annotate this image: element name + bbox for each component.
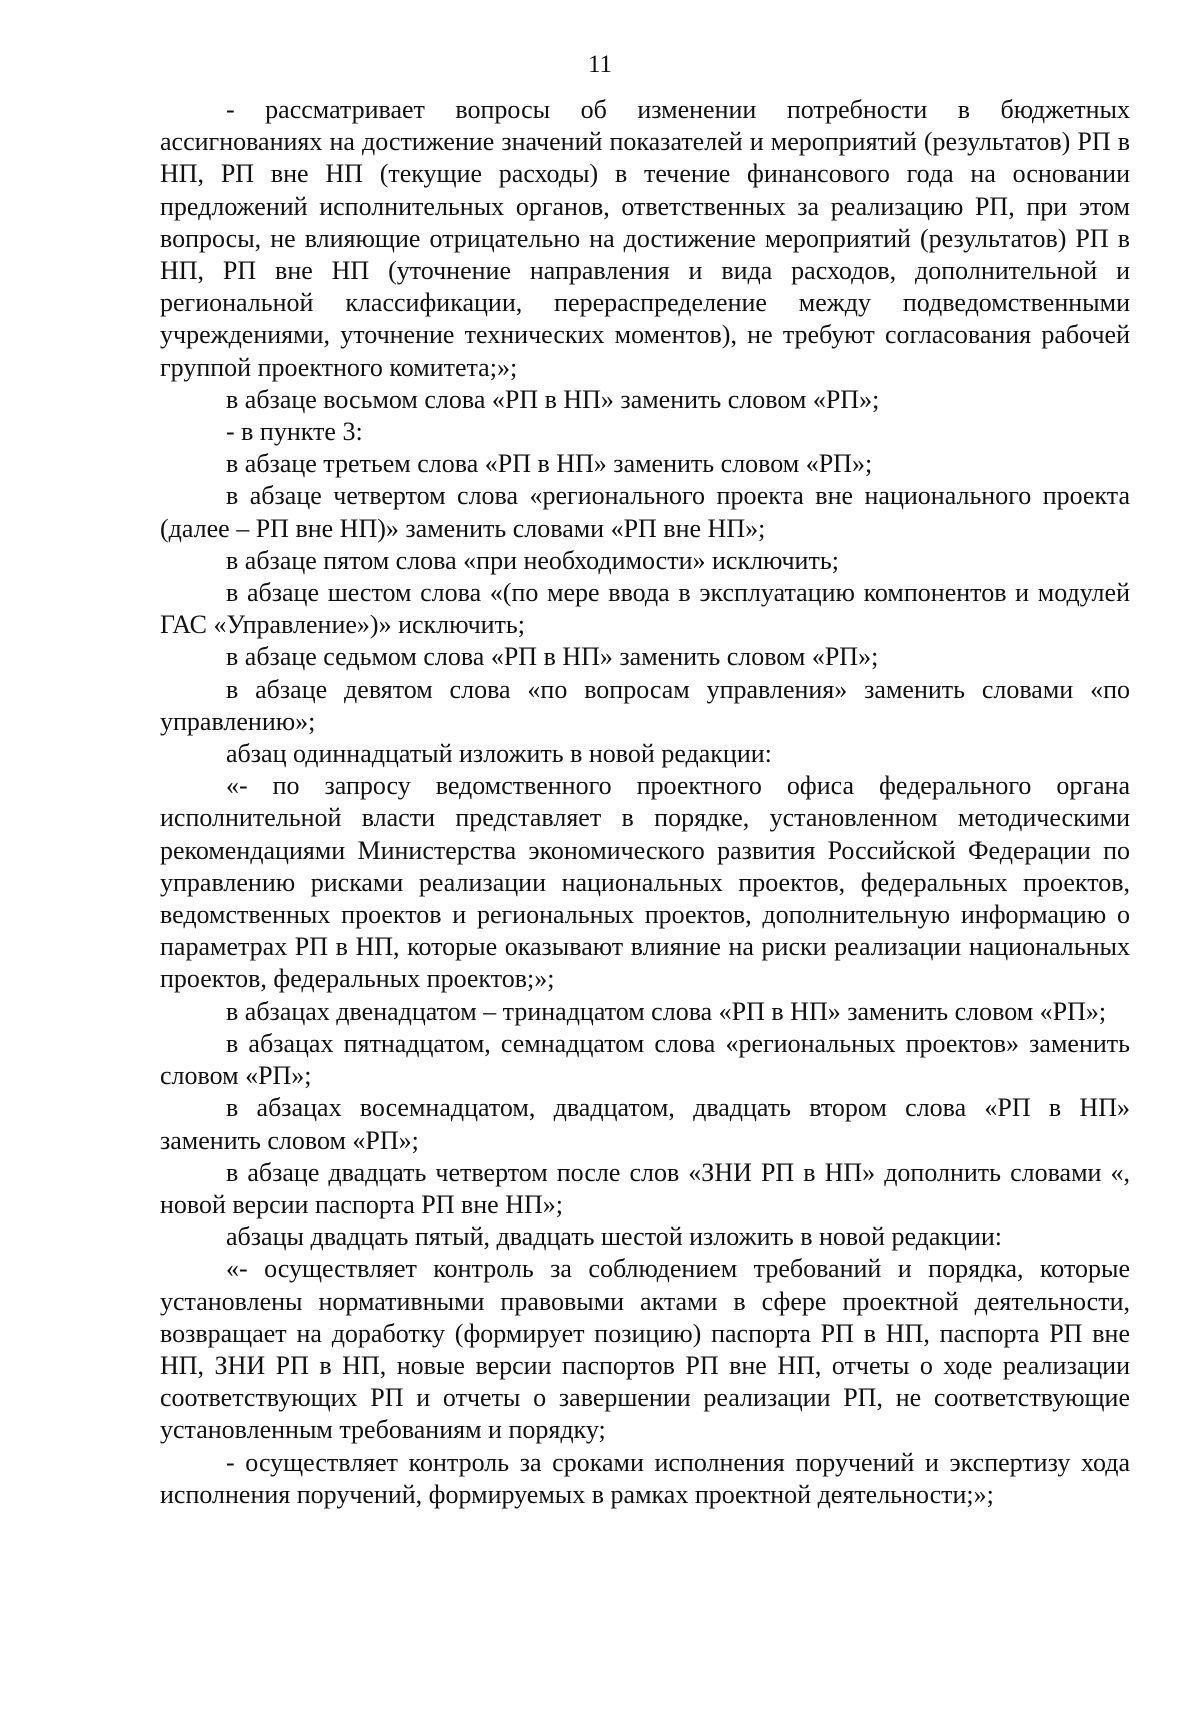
paragraph: «- по запросу ведомственного проектного офиса федерального органа исполнительной власти представляет в порядке, установленном методическими рекомендациями Министерства экономического развития Российской Федерации по управлению рисками реализации национальных проектов, федеральных проектов, ведомственных проектов и региональных проектов, дополнительную информацию о параметрах РП в НП, которые оказывают влияние на риски реализации национальных проектов, федеральных проектов;»; — [160, 771, 1130, 994]
paragraph: - осуществляет контроль за сроками исполнения поручений и экспертизу хода исполнения поручений, формируемых в рамках проектной деятельности;»; — [160, 1447, 1130, 1509]
paragraph: в абзаце третьем слова «РП в НП» заменить словом «РП»; — [226, 449, 873, 479]
document-body — [160, 94, 1130, 1511]
paragraph: в абзаце седьмом слова «РП в НП» заменить словом «РП»; — [226, 642, 879, 672]
paragraph: - рассматривает вопросы об изменении потребности в бюджетных ассигнованиях на достижение значений показателей и мероприятий (результатов) РП в НП, РП вне НП (текущие расходы) в течение финансового года на основании предложений исполнительных органов, ответственных за реализацию РП, при этом вопросы, не влияющие отрицательно на достижение мероприятий (результатов) РП в НП, РП вне НП (уточнение направления и вида расходов, дополнительной и региональной классификации, перераспределение между подведомственными учреждениями, уточнение технических моментов), не требуют согласования рабочей группой проектного комитета;»; — [160, 95, 1130, 382]
paragraph: в абзаце четвертом слова «регионального проекта вне национального проекта (далее – РП вне НП)» заменить словами «РП вне НП»; — [160, 481, 1130, 543]
paragraph: «- осуществляет контроль за соблюдением требований и порядка, которые установлены нормативными правовыми актами в сфере проектной деятельности, возвращает на доработку (формирует позицию) паспорта РП в НП, паспорта РП вне НП, ЗНИ РП в НП, новые версии паспортов РП вне НП, отчеты о ходе реализации соответствующих РП и отчеты о завершении реализации РП, не соответствующие установленным требованиям и порядку; — [160, 1254, 1130, 1445]
paragraph: абзацы двадцать пятый, двадцать шестой изложить в новой редакции: — [226, 1222, 1003, 1252]
paragraph: в абзаце двадцать четвертом после слов «ЗНИ РП в НП» дополнить словами «, новой версии паспорта РП вне НП»; — [160, 1157, 1130, 1219]
paragraph: в абзаце пятом слова «при необходимости» исключить; — [226, 545, 839, 575]
paragraph: в абзаце шестом слова «(по мере ввода в эксплуатацию компонентов и модулей ГАС «Управление»)» исключить; — [160, 578, 1130, 640]
paragraph: в абзацах двенадцатом – тринадцатом слова «РП в НП» заменить словом «РП»; — [226, 996, 1107, 1026]
page-number: 11 — [587, 51, 613, 78]
paragraph: в абзаце девятом слова «по вопросам управления» заменить словами «по управлению»; — [160, 674, 1130, 736]
paragraph: в абзаце восьмом слова «РП в НП» заменить словом «РП»; — [226, 384, 880, 414]
paragraph: абзац одиннадцатый изложить в новой редакции: — [226, 739, 772, 769]
paragraph: - в пункте 3: — [226, 417, 363, 447]
paragraph: в абзацах восемнадцатом, двадцатом, двадцать втором слова «РП в НП» заменить словом «РП»; — [160, 1093, 1130, 1155]
paragraph: в абзацах пятнадцатом, семнадцатом слова «региональных проектов» заменить словом «РП»; — [160, 1028, 1130, 1091]
